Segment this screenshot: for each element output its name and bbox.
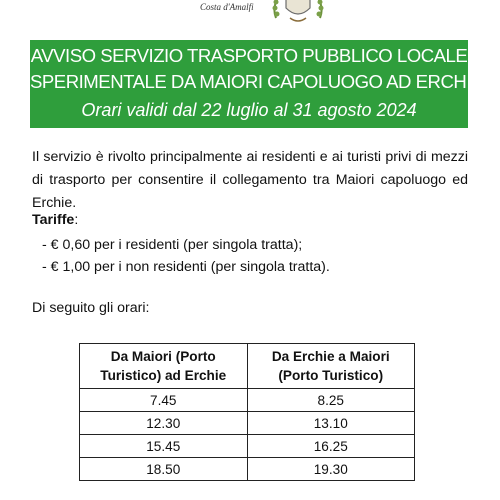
column-header-erchie-maiori: Da Erchie a Maiori (Porto Turistico)	[247, 344, 415, 389]
departure-erchie: 19.30	[247, 458, 415, 481]
banner-title-line-1: AVVISO SERVIZIO TRASPORTO PUBBLICO LOCALE	[30, 45, 468, 66]
tariffe-heading	[32, 210, 78, 230]
table-row	[80, 389, 415, 412]
column-header-maiori-erchie: Da Maiori (Porto Turistico) ad Erchie	[80, 344, 248, 389]
departure-maiori: 12.30	[80, 412, 248, 435]
tariffa-non-residenti: - € 1,00 per i non residenti (per singola tratta).	[42, 259, 330, 275]
banner-validity-dates: Orari validi dal 22 luglio al 31 agosto 2024	[81, 100, 417, 120]
tariffe-list	[42, 234, 330, 278]
table-row	[80, 458, 415, 481]
service-description: Il servizio è rivolto principalmente ai residenti e ai turisti privi di mezzi di trasporto per consentire il collegamento tra Maiori capoluogo ed Erchie.	[32, 149, 468, 211]
schedule-table	[79, 343, 415, 481]
page-header	[0, 0, 500, 34]
departure-maiori: 7.45	[80, 389, 248, 412]
tariffa-residenti: - € 0,60 per i residenti (per singola tratta);	[42, 237, 303, 253]
departure-maiori: 15.45	[80, 435, 248, 458]
tariffe-heading-label: Tariffe	[32, 212, 75, 228]
departure-erchie: 8.25	[247, 389, 415, 412]
tariffe-heading-colon: :	[74, 212, 79, 228]
departure-erchie: 13.10	[247, 412, 415, 435]
schedule-header-row	[80, 344, 415, 389]
table-row	[80, 412, 415, 435]
town-label: Costa d'Amalfi	[200, 2, 254, 12]
departure-maiori: 18.50	[80, 458, 248, 481]
banner-title-line-2: SPERIMENTALE DA MAIORI CAPOLUOGO AD ERCHIE	[30, 71, 483, 92]
municipal-crest-icon	[268, 0, 328, 26]
table-row	[80, 435, 415, 458]
schedule-intro: Di seguito gli orari:	[32, 300, 150, 316]
notice-banner	[30, 40, 483, 128]
departure-erchie: 16.25	[247, 435, 415, 458]
